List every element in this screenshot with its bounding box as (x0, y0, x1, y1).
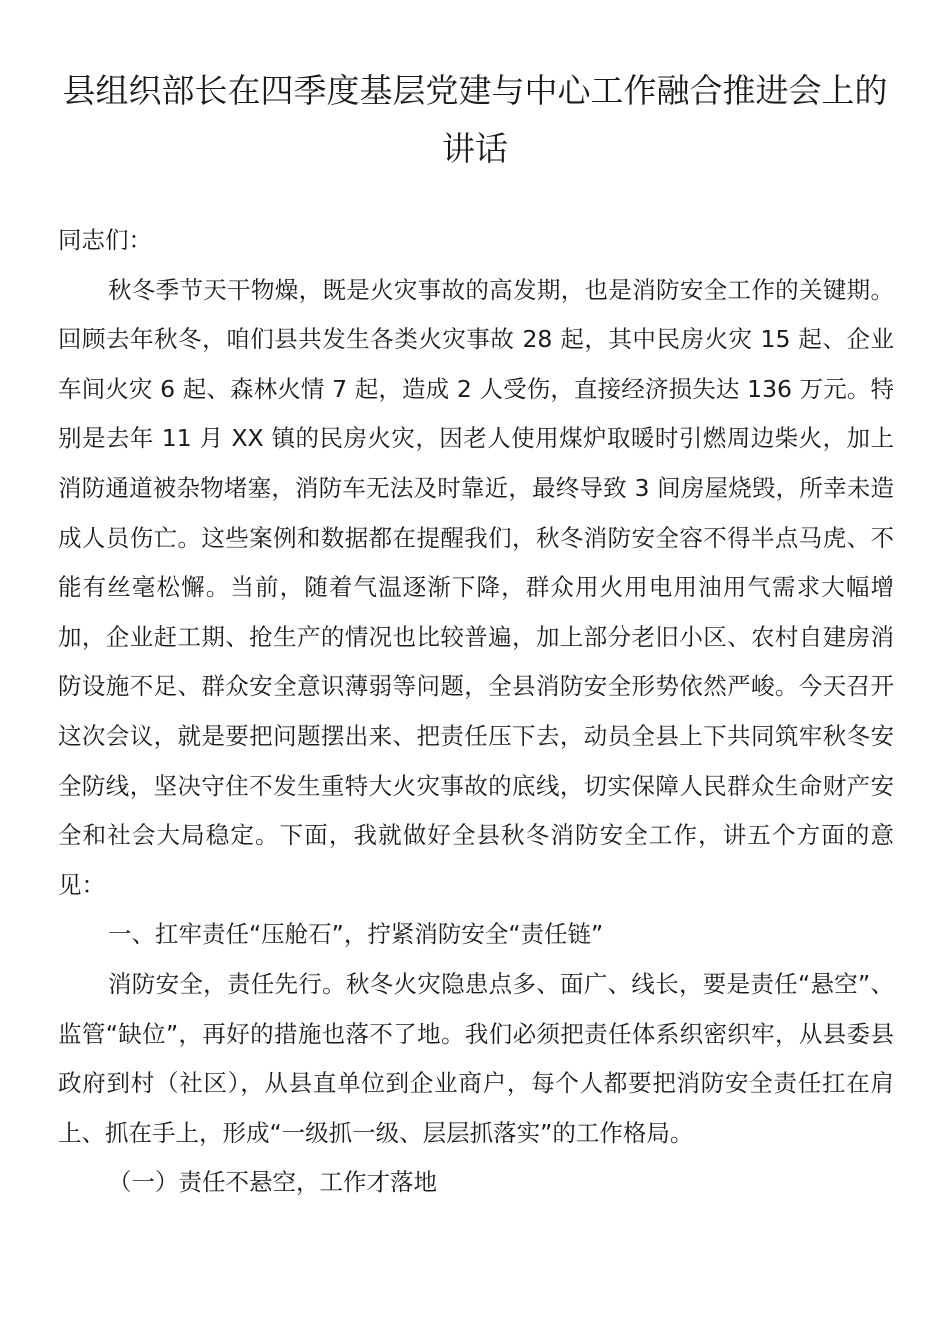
document-body (58, 216, 894, 1208)
salutation: 同志们： (58, 226, 152, 254)
section-paragraph: 消防安全，责任先行。秋冬火灾隐患点多、面广、线长，要是责任“悬空”、监管“缺位”，再好的措施也落不了地。我们必须把责任体系织密织牢，从县委县政府到村（社区），从县直单位到企业商户，每个人都要把消防安全责任扛在肩上、抓在手上，形成“一级抓一级、层层抓落实”的工作格局。 (58, 969, 894, 1147)
intro-paragraph: 秋冬季节天干物燥，既是火灾事故的高发期，也是消防安全工作的关键期。回顾去年秋冬，咱们县共发生各类火灾事故 28 起，其中民房火灾 15 起、企业车间火灾 6 起、森林火情 7 起，造成 2 人受伤，直接经济损失达 136 万元。特别是去年 11 月 XX 镇的民房火灾，因老人使用煤炉取暖时引燃周边柴火，加上消防通道被杂物堵塞，消防车无法及时靠近，最终导致 3 间房屋烧毁，所幸未造成人员伤亡。这些案例和数据都在提醒我们，秋冬消防安全容不得半点马虎、不能有丝毫松懈。当前，随着气温逐渐下降，群众用火用电用油用气需求大幅增加，企业赶工期、抢生产的情况也比较普遍，加上部分老旧小区、农村自建房消防设施不足、群众安全意识薄弱等问题，全县消防安全形势依然严峻。今天召开这次会议，就是要把问题摆出来、把责任压下去，动员全县上下共同筑牢秋冬安全防线，坚决守住不发生重特大火灾事故的底线，切实保障人民群众生命财产安全和社会大局稳定。下面，我就做好全县秋冬消防安全工作，讲五个方面的意见： (58, 275, 894, 899)
section-heading: 一、扛牢责任“压舱石”，拧紧消防安全“责任链” (108, 920, 604, 949)
document-title: 县组织部长在四季度基层党建与中心工作融合推进会上的讲话 (62, 71, 888, 168)
subsection-heading: （一）责任不悬空，工作才落地 (108, 1168, 437, 1197)
